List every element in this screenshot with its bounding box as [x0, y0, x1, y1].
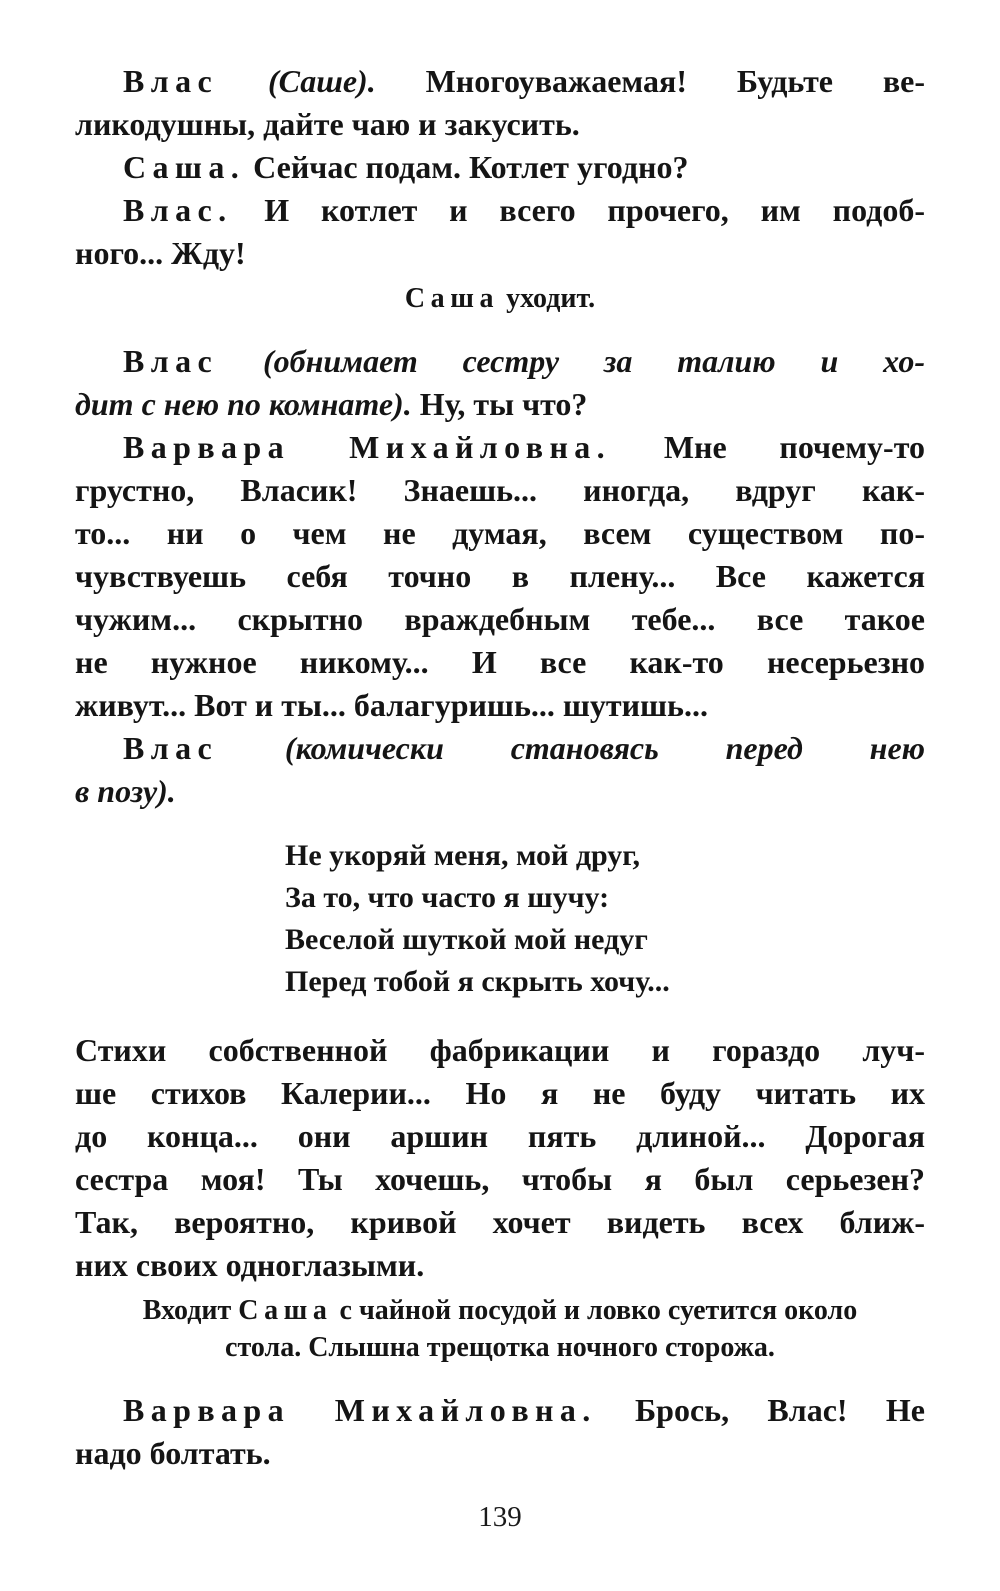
text-segment: Брось, Влас! Не: [596, 1392, 925, 1428]
speaker-name: Варвара Михайловна.: [123, 429, 612, 465]
text-line: [75, 469, 925, 512]
inline-stage-direction: дит с нею по комнате).: [75, 386, 412, 422]
text-segment: Веселой шуткой мой недуг: [285, 923, 648, 956]
text-line: [285, 919, 925, 961]
text-segment: не нужное никому... И все как-то несерьезно: [75, 644, 925, 680]
text-segment: стола. Слышна трещотка ночного сторожа.: [225, 1332, 775, 1363]
text-segment: уходит.: [499, 283, 596, 314]
speaker-name: Варвара Михайловна.: [123, 1392, 597, 1428]
text-segment: чувствуешь себя точно в плену... Все кажется: [75, 558, 925, 594]
text-line: [75, 598, 925, 641]
speaker-name: Саша: [404, 283, 500, 314]
text-line: [75, 189, 925, 232]
text-segment: Перед тобой я скрыть хочу...: [285, 965, 670, 998]
text-line: [75, 1432, 925, 1475]
text-segment: ше стихов Калерии... Но я не буду читать их: [75, 1075, 925, 1111]
text-line: [75, 60, 925, 103]
text-segment: ного... Жду!: [75, 235, 246, 271]
text-line: [75, 1389, 925, 1432]
speaker-name: Саша.: [123, 149, 246, 185]
text-segment: то... ни о чем не думая, всем существом по-: [75, 515, 925, 551]
speaker-name: Влас.: [123, 192, 233, 228]
speaker-name: Влас: [123, 63, 219, 99]
text-segment: Мне почему-то: [611, 429, 925, 465]
text-line: [75, 383, 925, 426]
page-number: 139: [478, 1501, 522, 1533]
text-segment: Сейчас подам. Котлет угодно?: [245, 149, 689, 185]
text-line: [75, 1158, 925, 1201]
text-segment: За то, что часто я шучу:: [285, 881, 610, 914]
text-segment: Входит: [142, 1295, 239, 1326]
dialogue-paragraph: [75, 146, 925, 189]
inline-stage-direction: в позу).: [75, 773, 176, 809]
dialogue-paragraph: [75, 60, 925, 146]
text-line: [285, 877, 925, 919]
stage-direction: [75, 280, 925, 317]
text-line: [75, 512, 925, 555]
text-segment: чужим... скрытно враждебным тебе... все такое: [75, 601, 925, 637]
text-line: [75, 146, 925, 189]
text-segment: Не укоряй меня, мой друг,: [285, 839, 641, 872]
inline-stage-direction: (обнимает сестру за талию и хо-: [218, 343, 925, 379]
dialogue-paragraph: [75, 1029, 925, 1287]
speaker-name: Саша: [238, 1295, 333, 1326]
text-segment: Стихи собственной фабрикации и гораздо луч-: [75, 1032, 925, 1068]
text-line: [75, 1029, 925, 1072]
text-line: [75, 340, 925, 383]
text-segment: И котлет и всего прочего, им подоб-: [232, 192, 925, 228]
text-line: [75, 684, 925, 727]
speaker-name: Влас: [123, 730, 219, 766]
dialogue-paragraph: [75, 727, 925, 813]
text-segment: грустно, Власик! Знаешь... иногда, вдруг как-: [75, 472, 925, 508]
text-segment: сестра моя! Ты хочешь, чтобы я был серьезен?: [75, 1161, 925, 1197]
text-line: [75, 1329, 925, 1366]
speaker-name: Влас: [123, 343, 219, 379]
text-line: [285, 835, 925, 877]
stage-direction: [75, 1292, 925, 1366]
text-block: [75, 60, 925, 1475]
text-line: [285, 961, 925, 1003]
inline-stage-direction: (комически становясь перед нею: [218, 730, 925, 766]
text-line: [75, 232, 925, 275]
dialogue-paragraph: [75, 426, 925, 727]
dialogue-paragraph: [75, 1389, 925, 1475]
text-line: [75, 641, 925, 684]
text-segment: Ну, ты что?: [411, 386, 588, 422]
text-segment: до конца... они аршин пять длиной... Дорогая: [75, 1118, 925, 1154]
text-segment: живут... Вот и ты... балагуришь... шутишь...: [75, 687, 708, 723]
text-line: [75, 1292, 925, 1329]
text-line: [75, 1201, 925, 1244]
dialogue-paragraph: [75, 189, 925, 275]
inline-stage-direction: (Саше).: [218, 63, 376, 99]
text-segment: с чайной посудой и ловко суетится около: [332, 1295, 858, 1326]
text-segment: надо болтать.: [75, 1435, 271, 1471]
text-line: [75, 103, 925, 146]
verse-block: [285, 835, 925, 1003]
text-line: [75, 727, 925, 770]
text-line: [75, 555, 925, 598]
text-line: [75, 1244, 925, 1287]
text-line: [75, 1072, 925, 1115]
text-segment: ликодушны, дайте чаю и закусить.: [75, 106, 580, 142]
text-line: [75, 770, 925, 813]
text-segment: Так, вероятно, кривой хочет видеть всех ближ-: [75, 1204, 925, 1240]
text-line: [75, 426, 925, 469]
text-segment: них своих одноглазыми.: [75, 1247, 425, 1283]
text-line: [75, 280, 925, 317]
text-segment: Многоуважаемая! Будьте ве-: [375, 63, 925, 99]
dialogue-paragraph: [75, 340, 925, 426]
text-line: [75, 1115, 925, 1158]
